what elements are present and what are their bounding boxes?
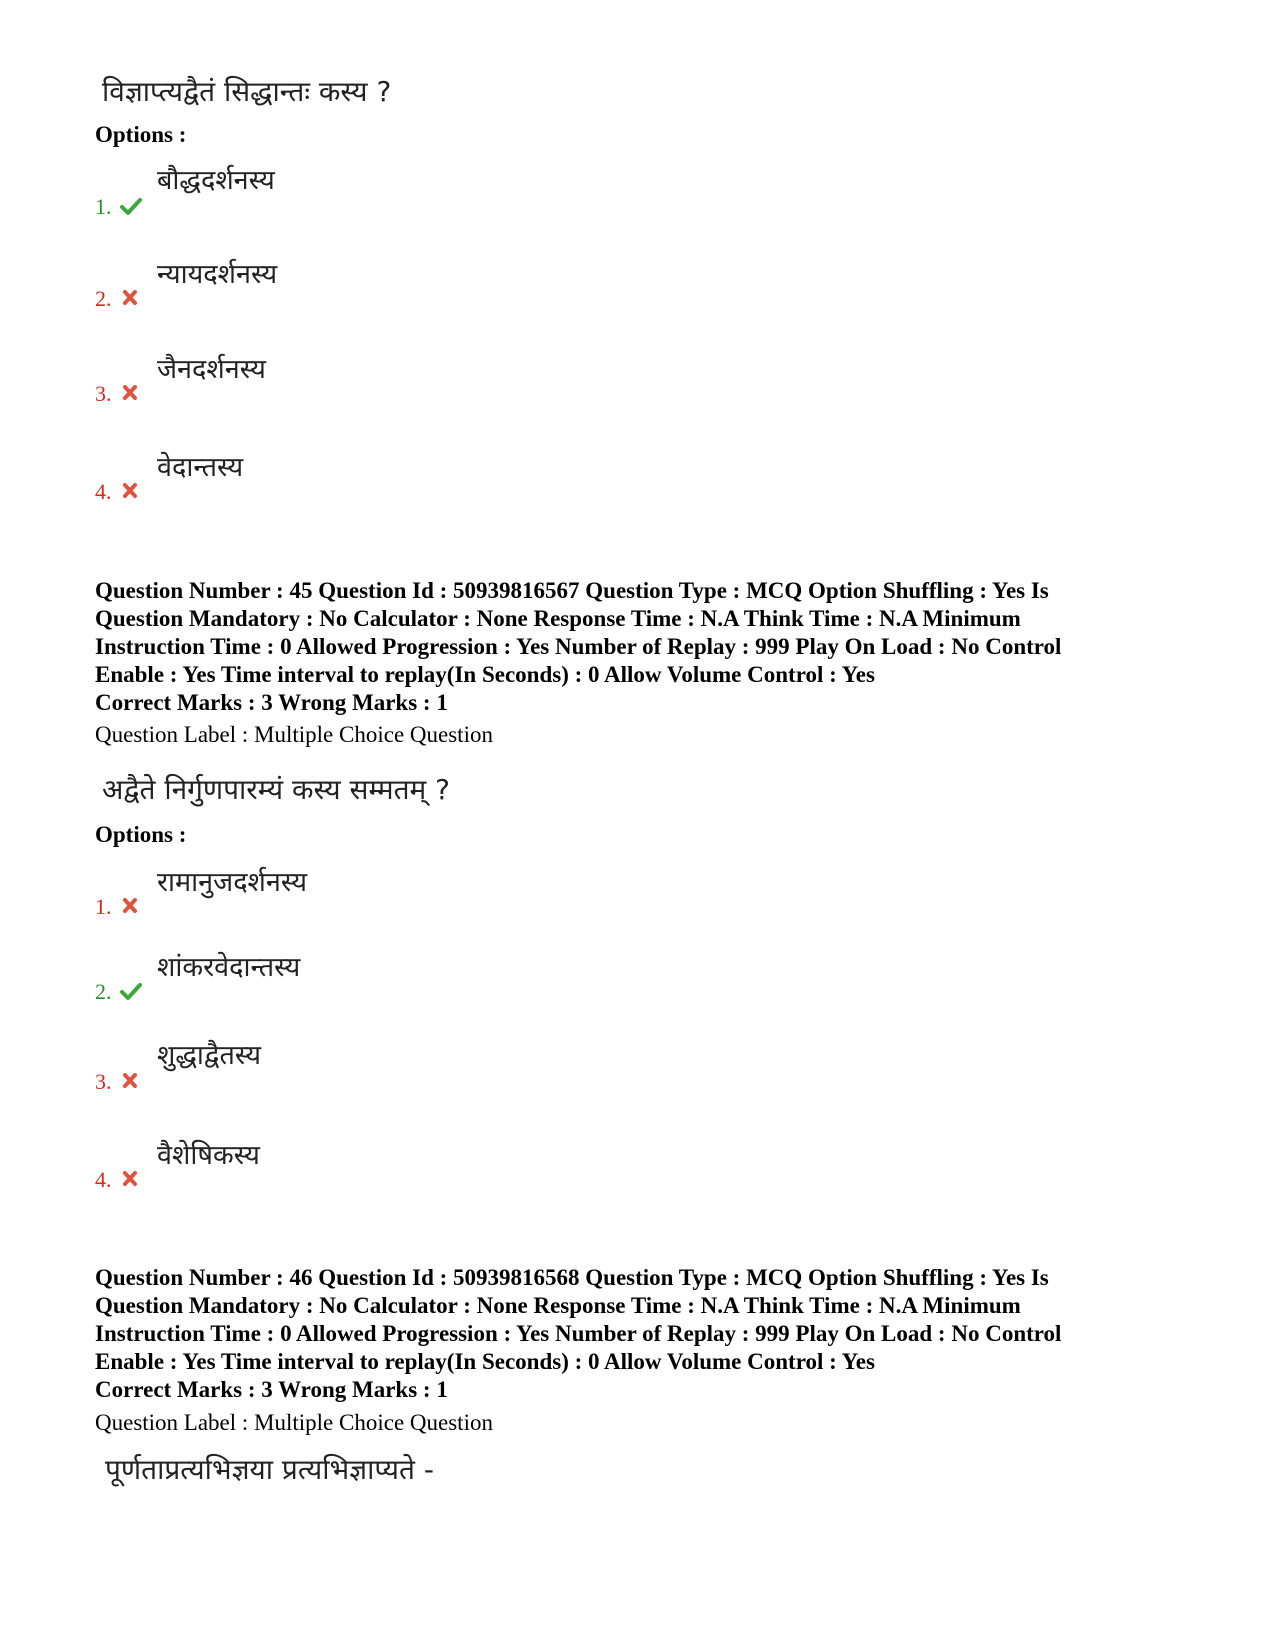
option-text: रामानुजदर्शनस्य: [157, 867, 308, 898]
meta-line: Question Mandatory : No Calculator : None Response Time : N.A Think Time : N.A Minimum: [95, 606, 1021, 631]
cross-icon: [120, 896, 142, 916]
meta-line: Enable : Yes Time interval to replay(In Seconds) : 0 Allow Volume Control : Yes: [95, 1349, 875, 1374]
question-meta: [95, 577, 1195, 689]
meta-line: Instruction Time : 0 Allowed Progression : Yes Number of Replay : 999 Play On Load : No Control: [95, 634, 1062, 659]
option-row: [95, 860, 695, 920]
option-number: 2.: [95, 979, 112, 1004]
cross-icon: [120, 1169, 142, 1189]
check-icon: [120, 196, 142, 216]
option-number: 2.: [95, 286, 112, 311]
marks-line: Correct Marks : 3 Wrong Marks : 1: [95, 690, 448, 715]
option-row: [95, 252, 695, 312]
option-row: [95, 1133, 695, 1193]
option-row: [95, 1035, 695, 1095]
question-text: अद्वैते निर्गुणपारम्यं कस्य सम्मतम् ?: [102, 773, 451, 806]
question-meta: [95, 1264, 1195, 1376]
question-text: विज्ञाप्त्यद्वैतं सिद्धान्तः कस्य ?: [102, 75, 392, 108]
option-number: 1.: [95, 894, 112, 919]
cross-icon: [120, 1071, 142, 1091]
question-label: Question Label : Multiple Choice Question: [95, 1410, 493, 1435]
option-text: जैनदर्शनस्य: [157, 354, 266, 385]
meta-line: Question Number : 46 Question Id : 50939816568 Question Type : MCQ Option Shuffling : Yes Is: [95, 1265, 1049, 1290]
question-label: Question Label : Multiple Choice Question: [95, 722, 493, 747]
option-text: वैशेषिकस्य: [157, 1140, 260, 1171]
option-number: 3.: [95, 1069, 112, 1094]
option-row: [95, 445, 695, 505]
question-text: पूर्णताप्रत्यभिज्ञया प्रत्यभिज्ञाप्यते -: [105, 1453, 434, 1486]
option-text: शांकरवेदान्तस्य: [157, 952, 301, 983]
options-heading: Options :: [95, 822, 187, 847]
meta-line: Instruction Time : 0 Allowed Progression : Yes Number of Replay : 999 Play On Load : No Control: [95, 1321, 1062, 1346]
cross-icon: [120, 481, 142, 501]
options-heading: Options :: [95, 122, 187, 147]
meta-line: Enable : Yes Time interval to replay(In Seconds) : 0 Allow Volume Control : Yes: [95, 662, 875, 687]
option-number: 3.: [95, 381, 112, 406]
option-text: बौद्धदर्शनस्य: [157, 165, 275, 196]
check-icon: [120, 981, 142, 1001]
option-number: 1.: [95, 194, 112, 219]
option-row: [95, 945, 695, 1005]
option-text: शुद्धाद्वैतस्य: [157, 1040, 262, 1071]
marks-line: Correct Marks : 3 Wrong Marks : 1: [95, 1377, 448, 1402]
meta-line: Question Number : 45 Question Id : 50939816567 Question Type : MCQ Option Shuffling : Yes Is: [95, 578, 1049, 603]
option-number: 4.: [95, 1167, 112, 1192]
option-row: [95, 347, 695, 407]
option-text: वेदान्तस्य: [157, 452, 244, 483]
cross-icon: [120, 288, 142, 308]
option-row: [95, 160, 695, 220]
meta-line: Question Mandatory : No Calculator : None Response Time : N.A Think Time : N.A Minimum: [95, 1293, 1021, 1318]
option-text: न्यायदर्शनस्य: [157, 259, 278, 290]
option-number: 4.: [95, 479, 112, 504]
cross-icon: [120, 383, 142, 403]
